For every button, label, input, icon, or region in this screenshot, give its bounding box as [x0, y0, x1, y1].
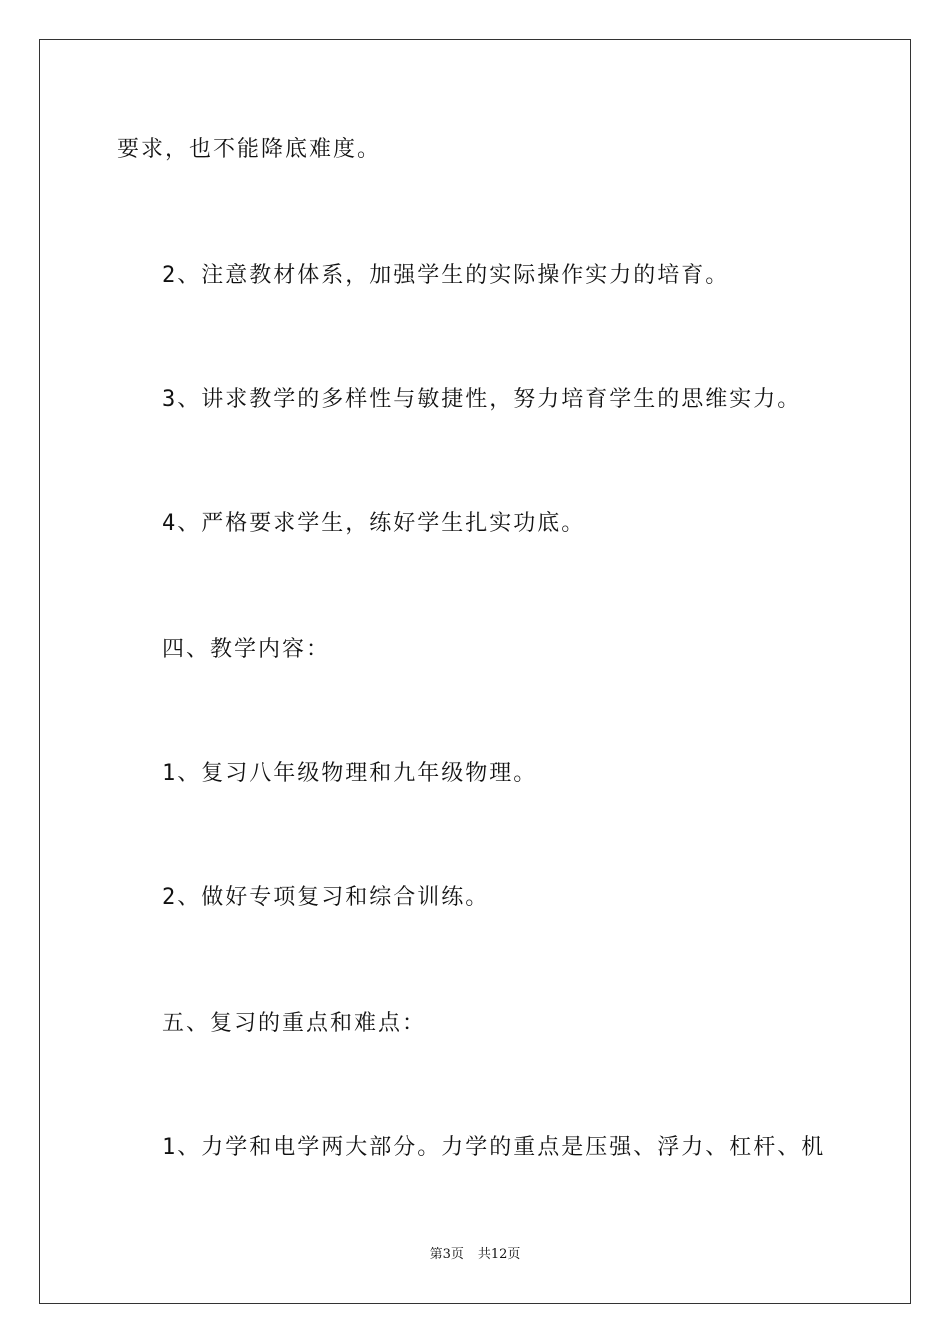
page-border [39, 39, 911, 1304]
text-line: 1、力学和电学两大部分。力学的重点是压强、浮力、杠杆、机 [162, 1135, 826, 1160]
section-heading: 四、教学内容： [162, 637, 331, 662]
text-line: 要求，也不能降底难度。 [117, 137, 382, 162]
text-line: 1、复习八年级物理和九年级物理。 [162, 761, 538, 786]
page-total: 共12页 [477, 1247, 521, 1262]
text-line: 3、讲求教学的多样性与敏捷性，努力培育学生的思维实力。 [162, 387, 802, 412]
text-line: 2、注意教材体系，加强学生的实际操作实力的培育。 [162, 263, 730, 288]
section-heading: 五、复习的重点和难点： [162, 1011, 427, 1036]
page-number: 第3页 [429, 1247, 464, 1262]
text-line: 2、做好专项复习和综合训练。 [162, 885, 490, 910]
page-footer [0, 1247, 950, 1263]
text-line: 4、严格要求学生，练好学生扎实功底。 [162, 511, 586, 536]
